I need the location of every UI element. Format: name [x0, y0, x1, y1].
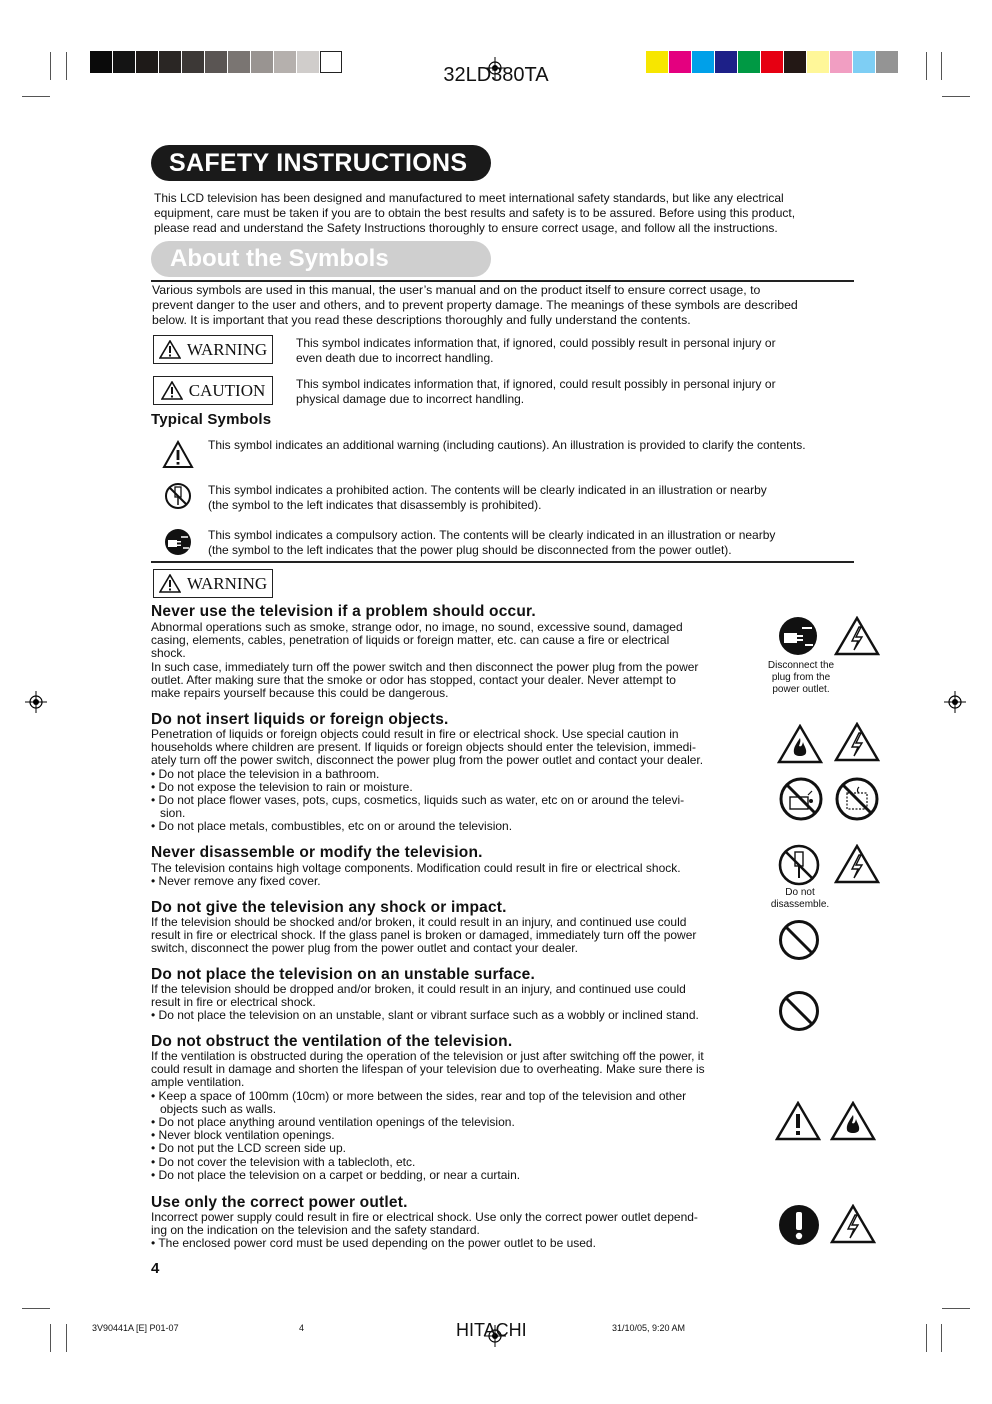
- registration-mark-icon: [944, 691, 966, 713]
- caution-description: This symbol indicates information that, if ignored, could result possibly in personal injury or physical damage due to incorrect handling.: [296, 377, 776, 406]
- caution-triangle-icon: [161, 381, 183, 400]
- electric-shock-icon: [834, 844, 880, 884]
- warning-triangle-icon: [162, 440, 194, 469]
- no-vase-icon: [835, 777, 879, 821]
- crop-mark: [926, 1324, 927, 1352]
- typical-symbol-desc: This symbol indicates an additional warning (including cautions). An illustration is provided to clarify the contents.: [208, 438, 806, 452]
- crop-mark: [941, 1324, 942, 1352]
- section-heading: Use only the correct power outlet.: [151, 1194, 408, 1211]
- section-title-symbols: About the Symbols: [151, 241, 491, 277]
- warning-triangle-icon: [159, 574, 181, 593]
- section-heading: Do not place the television on an unstable surface.: [151, 966, 536, 983]
- divider: [151, 280, 854, 282]
- prohibited-icon: [778, 990, 820, 1032]
- footer-date: 31/10/05, 9:20 AM: [612, 1323, 686, 1333]
- typical-symbol-desc: This symbol indicates a compulsory action. The contents will be clearly indicated in an illustration or nearby (the symbol to the left indicates that the power plug should be disconnected from the power outlet).: [208, 528, 776, 557]
- prohibited-icon: [778, 919, 820, 961]
- crop-mark: [942, 96, 970, 97]
- section-heading: Do not obstruct the ventilation of the television.: [151, 1033, 513, 1050]
- section-body: Abnormal operations such as smoke, strange odor, no image, no sound, excessive sound, damaged casing, elements, cables, penetration of liquids or foreign matter, etc. can cause a fire or electrical shock. In such case, immediately turn off the power switch and then disconnect the power plug from the power outlet. After making sure that the smoke or odor has stopped, contact your dealer. Never attempt to make repairs yourself because this could be dangerous.: [151, 620, 699, 701]
- crop-mark: [22, 1308, 50, 1309]
- intro-paragraph: This LCD television has been designed and manufactured to meet international safety standards, but like any electrical equipment, care must be taken if you are to obtain the best results and safety is to be assured. Before using this product, please read and understand the Safety Instructions thoroughly to ensure correct usage, and follow all the instructions.: [154, 191, 796, 235]
- section-heading: Never disassemble or modify the television.: [151, 844, 483, 861]
- mandatory-action-icon: [778, 1204, 820, 1246]
- typical-symbols-heading: Typical Symbols: [151, 411, 272, 428]
- page-title: SAFETY INSTRUCTIONS: [151, 145, 491, 181]
- no-water-icon: [779, 777, 823, 821]
- model-number: 32LD380TA: [443, 64, 549, 86]
- no-disassembly-icon: [778, 844, 820, 886]
- no-disassembly-icon: [164, 482, 192, 510]
- warning-badge: WARNING: [153, 335, 273, 364]
- footer-page: 4: [299, 1323, 305, 1333]
- symbols-intro: Various symbols are used in this manual, the user’s manual and on the product itself to ensure correct usage, to prevent danger to the user and others, and to prevent property damage. The meanings of these symbols are described below. It is important that you read these descriptions thoroughly and fully understand the contents.: [152, 283, 798, 327]
- warning-description: This symbol indicates information that, if ignored, could possibly result in personal injury or even death due to incorrect handling.: [296, 336, 776, 365]
- warning-triangle-icon: [775, 1101, 821, 1141]
- footer-file: 3V90441A [E] P01-07: [92, 1323, 179, 1333]
- section-body: The television contains high voltage components. Modification could result in fire or electrical shock. • Never remove any fixed cover.: [151, 861, 681, 889]
- typical-symbol-desc: This symbol indicates a prohibited action. The contents will be clearly indicated in an illustration or nearby (the symbol to the left indicates that disassembly is prohibited).: [208, 483, 767, 512]
- warning-badge: WARNING: [153, 569, 273, 598]
- divider: [151, 561, 854, 563]
- unplug-icon: [778, 616, 818, 656]
- electric-shock-icon: [834, 722, 880, 762]
- crop-mark: [66, 1324, 67, 1352]
- section-heading: Do not give the television any shock or impact.: [151, 899, 507, 916]
- icon-caption: Disconnect the plug from the power outlet.: [767, 660, 835, 695]
- crop-mark: [942, 1308, 970, 1309]
- section-body: If the television should be dropped and/or broken, it could result in an injury, and continued use could result in fire or electrical shock. • Do not place the television on an unstable, slant or vibrant surface such as a wobbly or inclined stand.: [151, 982, 699, 1023]
- section-body: Penetration of liquids or foreign objects could result in fire or electrical shock. Use special caution in households where children are present. If liquids or foreign objects should enter the television, immedi- ately turn off the power switch, disconnect the power plug from the power outlet and contact your dealer. • Do not place the television in a bathroom. • Do not expose the television to rain or moisture. • Do not place flower vases, pots, cups, cosmetics, liquids such as water, etc on or around the televi- sion. • Do not place metals, combustibles, etc on or around the television.: [151, 727, 704, 834]
- caution-badge: CAUTION: [153, 376, 273, 405]
- section-body: Incorrect power supply could result in fire or electrical shock. Use only the correct power outlet depend- ing on the indication on the television and the safety standard. • The enclosed power cord must be used depending on the power outlet to be used.: [151, 1210, 698, 1251]
- crop-mark: [50, 1324, 51, 1352]
- section-body: If the ventilation is obstructed during the operation of the television or just after switching off the power, it could result in damage and shorten the lifespan of your television due to overheating. Make sure there is ample ventilation. • Keep a space of 100mm (10cm) or more between the sides, rear and top of the television and other objects such as walls. • Do not place anything around ventilation openings of the television. • Never block ventilation openings. • Do not put the LCD screen side up. • Do not cover the television with a tablecloth, etc. • Do not place the television on a carpet or bedding, or near a curtain.: [151, 1049, 705, 1182]
- warning-triangle-icon: [159, 340, 181, 359]
- section-body: If the television should be shocked and/or broken, it could result in an injury, and continued use could result in fire or electrical shock. If the glass panel is broken or damaged, immediately turn off the power switch, disconnect the power plug from the power outlet and contact your dealer.: [151, 915, 697, 956]
- crop-mark: [22, 96, 50, 97]
- footer-brand: HITACHI: [456, 1320, 527, 1340]
- section-heading: Do not insert liquids or foreign objects.: [151, 711, 449, 728]
- electric-shock-icon: [830, 1204, 876, 1244]
- page-number: 4: [151, 1260, 160, 1277]
- icon-caption: Do not disassemble.: [770, 887, 830, 910]
- fire-hazard-icon: [777, 724, 823, 764]
- registration-mark-icon: [25, 691, 47, 713]
- section-heading: Never use the television if a problem should occur.: [151, 603, 536, 620]
- unplug-icon: [164, 528, 192, 556]
- electric-shock-icon: [834, 616, 880, 656]
- fire-hazard-icon: [830, 1101, 876, 1141]
